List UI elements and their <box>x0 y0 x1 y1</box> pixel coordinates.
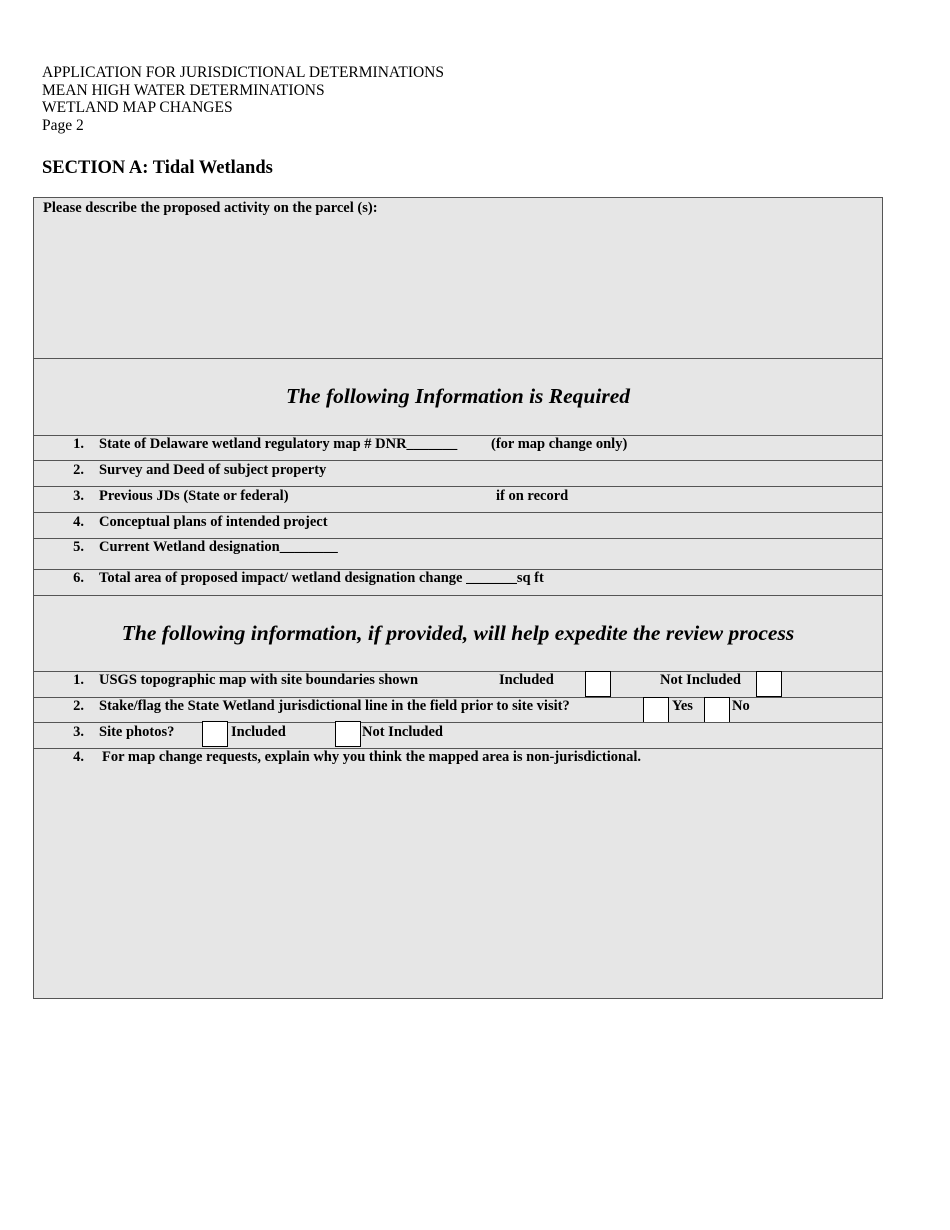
divider <box>34 512 882 513</box>
item-text: USGS topographic map with site boundaries shown <box>99 672 419 688</box>
item-number: 3. <box>73 488 84 504</box>
item-text: State of Delaware wetland regulatory map # DNR_______ <box>99 436 458 452</box>
divider <box>34 460 882 461</box>
item-number: 4. <box>73 514 84 530</box>
item-number: 3. <box>73 724 84 740</box>
optional-info-heading: The following information, if provided, will help expedite the review process <box>121 621 795 645</box>
explanation-field[interactable] <box>34 770 882 996</box>
required-info-heading: The following Information is Required <box>285 384 631 408</box>
item-number: 2. <box>73 698 84 714</box>
stake-yes-checkbox[interactable] <box>643 697 669 723</box>
option-label-no: No <box>732 698 750 714</box>
item-text: For map change requests, explain why you think the mapped area is non-jurisdictional. <box>102 749 641 765</box>
item-number: 4. <box>73 749 84 765</box>
item-number: 5. <box>73 539 84 555</box>
section-title: SECTION A: Tidal Wetlands <box>42 158 273 178</box>
describe-activity-label: Please describe the proposed activity on the parcel (s): <box>43 200 378 216</box>
header-line-2: MEAN HIGH WATER DETERMINATIONS <box>42 81 325 99</box>
item-number: 6. <box>73 570 84 586</box>
header-line-1: APPLICATION FOR JURISDICTIONAL DETERMINATIONS <box>42 64 445 81</box>
stake-no-checkbox[interactable] <box>704 697 730 723</box>
divider <box>34 722 882 723</box>
divider <box>34 486 882 487</box>
item-text: Conceptual plans of intended project <box>99 514 328 530</box>
usgs-included-checkbox[interactable] <box>585 671 611 697</box>
photos-not-included-checkbox[interactable] <box>335 721 361 747</box>
item-text: Survey and Deed of subject property <box>99 462 327 478</box>
item-text: Stake/flag the State Wetland jurisdictional line in the field prior to site visit? <box>99 698 570 714</box>
divider <box>34 595 882 596</box>
header-line-3: WETLAND MAP CHANGES <box>42 99 233 117</box>
page-number: Page 2 <box>42 116 84 134</box>
item-text: Total area of proposed impact/ wetland designation change _______sq ft <box>99 570 544 586</box>
option-label-included: Included <box>499 672 554 688</box>
option-label-not-included: Not Included <box>362 724 443 740</box>
item-number: 2. <box>73 462 84 478</box>
divider <box>34 358 882 359</box>
item-note: if on record <box>496 488 569 504</box>
describe-activity-field[interactable] <box>34 220 882 358</box>
option-label-not-included: Not Included <box>660 672 741 688</box>
option-label-included: Included <box>231 724 286 740</box>
item-number: 1. <box>73 436 84 452</box>
item-note: (for map change only) <box>491 436 628 452</box>
tidal-wetlands-form <box>33 197 883 999</box>
item-text: Site photos? <box>99 724 175 740</box>
item-text: Previous JDs (State or federal) <box>99 488 289 504</box>
option-label-yes: Yes <box>672 698 693 714</box>
document-header <box>42 64 444 134</box>
usgs-not-included-checkbox[interactable] <box>756 671 782 697</box>
item-text: Current Wetland designation________ <box>99 539 338 555</box>
photos-included-checkbox[interactable] <box>202 721 228 747</box>
item-number: 1. <box>73 672 84 688</box>
